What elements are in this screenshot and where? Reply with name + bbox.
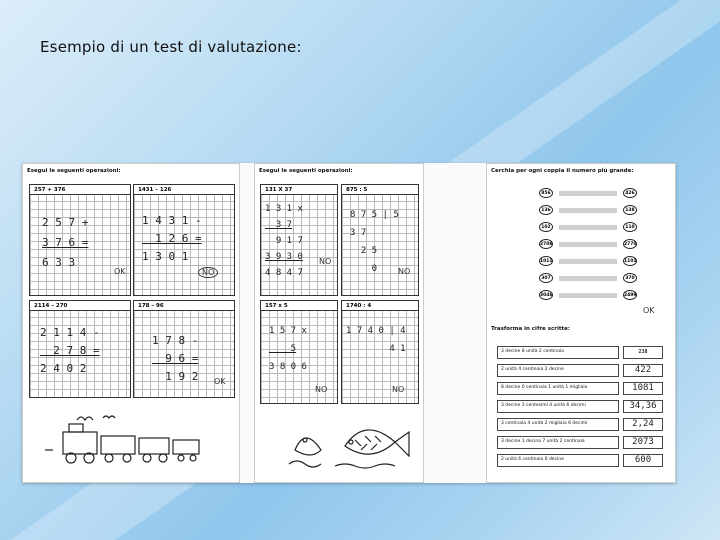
transform-row-text: 8 decine 0 centinaia 1 unità 1 migliaio [497, 382, 619, 395]
pair-left-number: 856 [539, 188, 553, 198]
pair-right-number: 2499 [623, 290, 637, 300]
operation-box [29, 184, 131, 296]
train-doodle [43, 410, 233, 476]
operation-label: 178 – 96 [134, 301, 234, 311]
transform-row-answer: 422 [623, 364, 663, 377]
grade-mark: NO [392, 385, 405, 394]
faded-print [559, 293, 617, 298]
grade-mark: NO [198, 267, 218, 278]
handwritten-line: 9 1 7 [265, 236, 303, 246]
test-sheet-multiplication-division [254, 163, 424, 483]
operation-box [260, 184, 338, 296]
operation-label: 257 + 376 [30, 185, 130, 195]
slide-title: Esempio di un test di valutazione: [40, 38, 302, 56]
operation-label: 157 x 5 [261, 301, 337, 311]
faded-print [559, 276, 617, 281]
pair-left-number: 102 [539, 222, 553, 232]
grade-mark: OK [214, 377, 226, 386]
handwritten-line: 2 5 7 + [42, 216, 89, 229]
fish-doodle [275, 410, 424, 476]
handwritten-line: 1 3 0 1 [142, 250, 189, 263]
pair-right-number: 110 [623, 222, 637, 232]
transform-row-answer: 238 [623, 346, 663, 359]
pair-right-number: 138 [623, 205, 637, 215]
handwritten-line: 8 7 5 | 5 [350, 210, 399, 220]
handwritten-line: 5 [269, 344, 297, 354]
handwritten-line: 3 8 0 6 [269, 362, 307, 372]
sheet-heading: Esegui le seguenti operazioni: [259, 168, 353, 174]
pair-right-number: 1101 [623, 256, 637, 266]
faded-print [559, 242, 617, 247]
operation-label: 875 : 5 [342, 185, 418, 195]
transform-row-answer: 1081 [623, 382, 663, 395]
handwritten-line: 4 1 [346, 344, 406, 354]
operation-label: 131 X 37 [261, 185, 337, 195]
grade-mark: OK [114, 267, 126, 276]
handwritten-line: 3 7 [265, 220, 293, 230]
handwritten-line: 0 [350, 264, 378, 274]
faded-print [559, 191, 617, 196]
scanned-test-image [22, 163, 676, 483]
handwritten-line: 1 4 3 1 - [142, 214, 202, 227]
section-heading: Trasforma in cifre scritte: [491, 326, 571, 332]
operation-box [133, 300, 235, 398]
handwritten-line: 3 7 6 = [42, 236, 89, 249]
operation-label: 1740 : 4 [342, 301, 418, 311]
grade-mark: NO [398, 267, 411, 276]
handwritten-line: 1 2 6 = [142, 232, 202, 245]
operation-box [29, 300, 131, 398]
transform-row-text: 3 decine 8 unità 2 centinaia [497, 346, 619, 359]
handwritten-line: 1 7 8 - [152, 334, 199, 347]
grade-mark: OK [643, 306, 655, 315]
operation-box [341, 184, 419, 296]
pair-left-number: 3046 [539, 290, 553, 300]
operation-box [133, 184, 235, 296]
faded-print [559, 208, 617, 213]
handwritten-line: 1 7 4 0 | 4 [346, 326, 406, 336]
transform-row-answer: 600 [623, 454, 663, 467]
handwritten-line: 6 3 3 [42, 256, 76, 269]
handwritten-line: 2 5 [350, 246, 378, 256]
pair-left-number: 136 [539, 205, 553, 215]
grade-mark: NO [315, 385, 328, 394]
handwritten-line: 1 9 2 [152, 370, 199, 383]
pair-left-number: 1011 [539, 256, 553, 266]
transform-row-text: 2 unità 6 centinaia 0 decine [497, 454, 619, 467]
handwritten-line: 2 4 0 2 [40, 362, 87, 375]
grade-mark: NO [319, 257, 332, 266]
transform-row-answer: 2,24 [623, 418, 663, 431]
operation-box [260, 300, 338, 404]
faded-print [559, 225, 617, 230]
handwritten-line: 3 7 [350, 228, 372, 238]
handwritten-line: 2 1 1 4 - [40, 326, 100, 339]
pair-left-number: 307 [539, 273, 553, 283]
transform-row-answer: 2073 [623, 436, 663, 449]
transform-row-text: 3 decine 1 decina 7 unità 2 centinaia [497, 436, 619, 449]
test-sheet-addition-subtraction [22, 163, 240, 483]
transform-row-answer: 34,36 [623, 400, 663, 413]
sheet-heading: Cerchia per ogni coppia il numero più grande: [491, 168, 634, 174]
pair-right-number: 2770 [623, 239, 637, 249]
handwritten-line: 4 8 4 7 [265, 268, 303, 278]
faded-print [559, 259, 617, 264]
handwritten-line: 1 5 7 x [269, 326, 307, 336]
pair-left-number: 2708 [539, 239, 553, 249]
sheet-heading: Esegui le seguenti operazioni: [27, 168, 121, 174]
pair-right-number: 426 [623, 188, 637, 198]
transform-row-text: 3 decine 3 centesimi 4 unità 6 decimi [497, 400, 619, 413]
handwritten-line: 9 6 = [152, 352, 199, 365]
handwritten-line: 2 7 8 = [40, 344, 100, 357]
operation-label: 1431 – 126 [134, 185, 234, 195]
operation-box [341, 300, 419, 404]
handwritten-line: 1 3 1 x [265, 204, 303, 214]
handwritten-line: 3 9 3 0 [265, 252, 303, 262]
transform-row-text: 3 centinaia 4 unità 2 migliaia 6 decimi [497, 418, 619, 431]
pair-right-number: 370 [623, 273, 637, 283]
transform-row-text: 2 unità 4 centinaia 2 decine [497, 364, 619, 377]
operation-label: 2114 – 270 [30, 301, 130, 311]
test-sheet-number-comparison [486, 163, 676, 483]
